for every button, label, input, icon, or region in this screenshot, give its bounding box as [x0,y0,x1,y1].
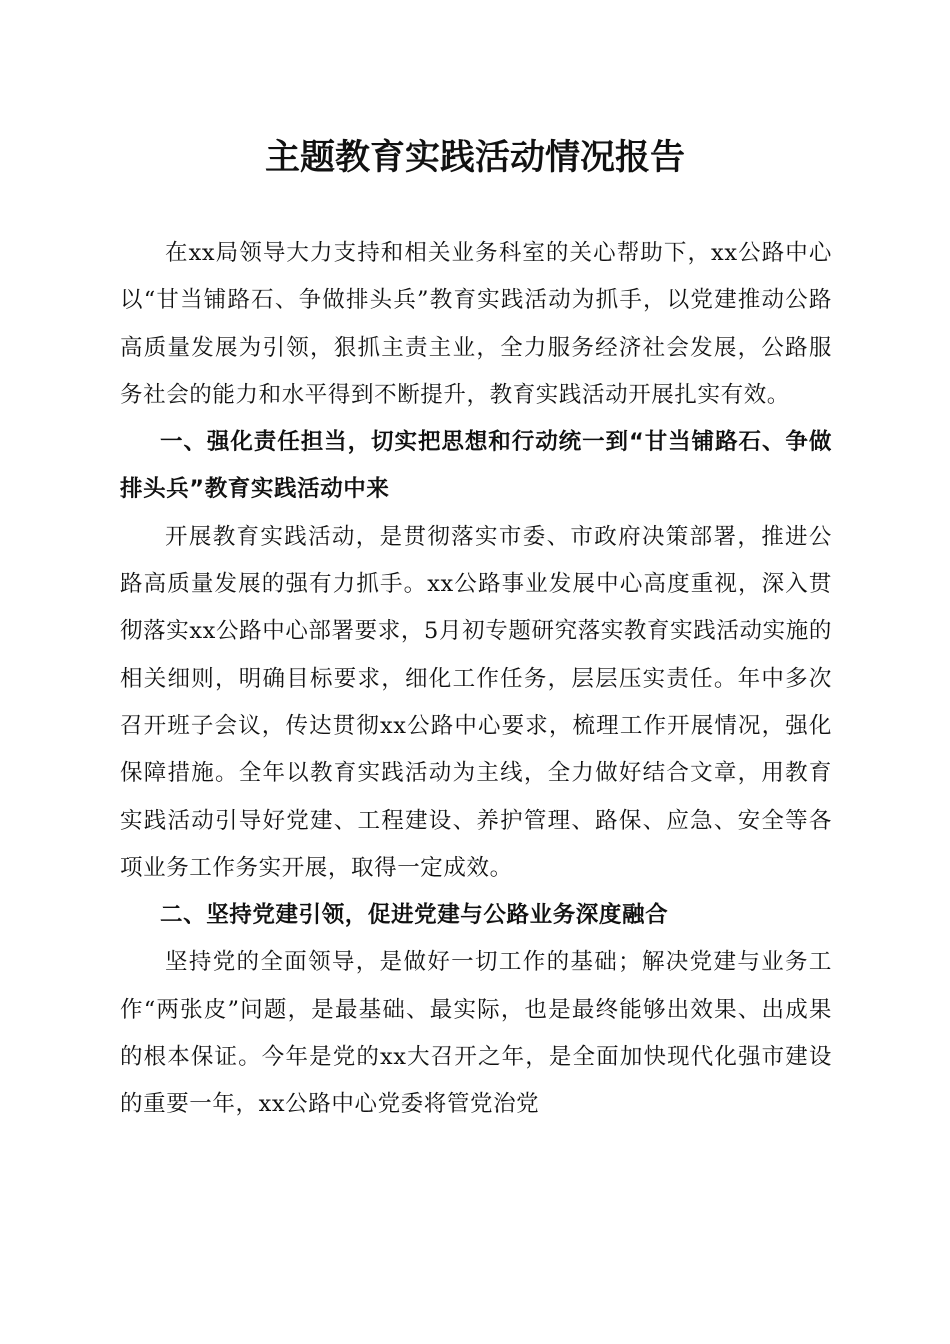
document-body [120,230,832,1129]
section-1-paragraph: 开展教育实践活动，是贯彻落实市委、市政府决策部署，推进公路高质量发展的强有力抓手。xx公路事业发展中心高度重视，深入贯彻落实xx公路中心部署要求，5月初专题研究落实教育实践活动实施的相关细则，明确目标要求，细化工作任务，层层压实责任。年中多次召开班子会议，传达贯彻xx公路中心要求，梳理工作开展情况，强化保障措施。全年以教育实践活动为主线，全力做好结合文章，用教育实践活动引导好党建、工程建设、养护管理、路保、应急、安全等各项业务工作务实开展，取得一定成效。 [120,523,832,881]
document-title: 主题教育实践活动情况报告 [264,137,685,178]
section-heading-2: 二、坚持党建引领，促进党建与公路业务深度融合 [160,902,669,929]
section-heading-1: 一、强化责任担当，切实把思想和行动统一到“甘当铺路石、争做排头兵”教育实践活动中来 [120,429,832,503]
section-2-paragraph: 坚持党的全面领导，是做好一切工作的基础；解决党建与业务工作“两张皮”问题，是最基础、最实际，也是最终能够出效果、出成果的根本保证。今年是党的xx大召开之年，是全面加快现代化强市建设的重要一年，xx公路中心党委将管党治党 [120,949,832,1118]
intro-paragraph: 在xx局领导大力支持和相关业务科室的关心帮助下，xx公路中心以“甘当铺路石、争做排头兵”教育实践活动为抓手，以党建推动公路高质量发展为引领，狠抓主责主业，全力服务经济社会发展，公路服务社会的能力和水平得到不断提升，教育实践活动开展扎实有效。 [120,240,832,408]
